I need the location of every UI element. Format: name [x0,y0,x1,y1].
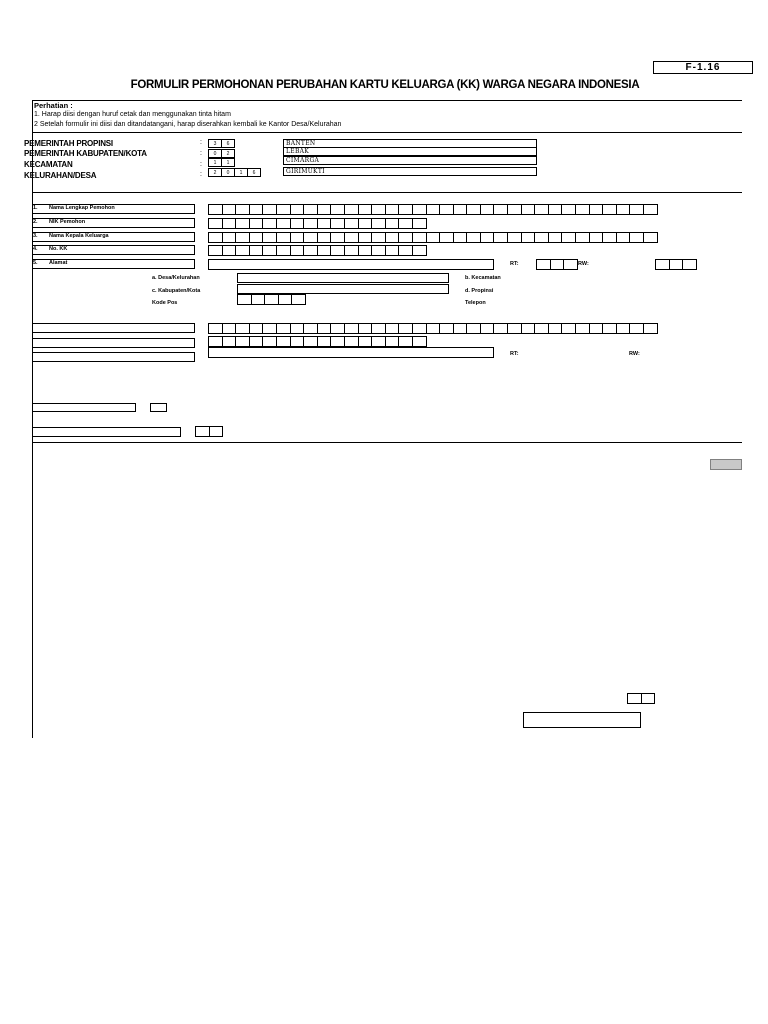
char-cell[interactable] [439,323,454,334]
char-cell[interactable] [536,259,551,270]
signature-box[interactable] [523,712,641,728]
char-cell[interactable] [453,232,468,243]
char-cell[interactable] [627,693,642,704]
char-cell[interactable] [385,204,400,215]
kode-pos-cells[interactable] [237,294,305,305]
char-cell[interactable] [235,336,250,347]
code-digit[interactable]: 1 [221,158,235,167]
char-cell[interactable] [616,204,631,215]
char-cell[interactable] [575,323,590,334]
char-cell[interactable] [550,259,565,270]
char-cell[interactable] [655,259,670,270]
char-cell[interactable] [398,218,413,229]
no-kk-cells[interactable] [208,245,426,256]
kode-pos-label: Kode Pos [152,300,178,306]
char-cell[interactable] [480,232,495,243]
char-cell[interactable] [371,323,386,334]
section2-rw-label: RW: [629,351,640,357]
char-cell[interactable] [643,232,658,243]
char-cell[interactable] [235,232,250,243]
char-cell[interactable] [208,336,223,347]
code-digit[interactable]: 1 [234,168,248,177]
field-num-2: 2. [33,219,38,225]
char-cell[interactable] [466,323,481,334]
field-label-alamat: Alamat [49,260,68,266]
char-cell[interactable] [641,693,656,704]
char-cell[interactable] [262,323,277,334]
region-bottom-line [32,192,742,193]
char-cell[interactable] [371,204,386,215]
section2-label-box-3 [32,352,195,362]
char-cell[interactable] [237,294,252,305]
char-cell[interactable] [616,323,631,334]
char-cell[interactable] [235,204,250,215]
section-bottom-line [32,442,742,443]
char-cell[interactable] [344,323,359,334]
char-cell[interactable] [249,245,264,256]
char-cell[interactable] [426,204,441,215]
char-cell[interactable] [262,245,277,256]
char-cell[interactable] [222,336,237,347]
section2-label-box-1 [32,323,195,333]
section2-cells-2[interactable] [208,336,426,347]
section2-cells-1[interactable] [208,323,657,334]
char-cell[interactable] [521,323,536,334]
char-cell[interactable] [466,232,481,243]
char-cell[interactable] [398,232,413,243]
char-cell[interactable] [344,245,359,256]
telepon-label: Telepon [465,300,486,306]
char-cell[interactable] [589,323,604,334]
char-cell[interactable] [249,218,264,229]
char-cell[interactable] [276,218,291,229]
section2-label-box-2 [32,338,195,348]
field-num-3: 3. [33,233,38,239]
alamat-rw-cells[interactable] [655,259,696,270]
notice-heading: Perhatian : [34,101,73,110]
char-cell[interactable] [412,336,427,347]
char-cell[interactable] [262,232,277,243]
region-label-kelurahan: KELURAHAN/DESA [24,171,97,180]
char-cell[interactable] [222,245,237,256]
code-digit[interactable]: 3 [208,139,222,148]
char-cell[interactable] [480,323,495,334]
form-title: FORMULIR PERMOHONAN PERUBAHAN KARTU KELUARGA (KK) WARGA NEGARA INDONESIA [130,79,640,91]
char-cell[interactable] [290,204,305,215]
section2-address-input[interactable] [208,347,494,358]
char-cell[interactable] [303,218,318,229]
char-cell[interactable] [344,232,359,243]
char-cell[interactable] [291,294,306,305]
char-cell[interactable] [344,218,359,229]
gray-button[interactable] [710,459,742,470]
char-cell[interactable] [330,218,345,229]
field-label-nama-pemohon: Nama Lengkap Pemohon [49,205,115,211]
propinsi-value[interactable]: BANTEN [283,139,537,148]
small-cells-2[interactable] [195,426,222,437]
char-cell[interactable] [602,204,617,215]
char-cell[interactable] [208,232,223,243]
kabupaten-kota-input[interactable] [237,284,449,294]
char-cell[interactable] [222,204,237,215]
form-code: F-1.16 [685,62,721,73]
code-digit[interactable]: 1 [208,158,222,167]
char-cell[interactable] [358,245,373,256]
char-cell[interactable] [358,323,373,334]
char-cell[interactable] [235,218,250,229]
char-cell[interactable] [249,323,264,334]
char-cell[interactable] [534,204,549,215]
small-field-2[interactable] [32,427,181,437]
code-digit[interactable]: 0 [221,168,235,177]
kecamatan-value[interactable]: CIMARGA [283,156,537,165]
region-colon-4: : [200,171,202,178]
alamat-rt-label: RT: [510,261,519,267]
char-cell[interactable] [303,323,318,334]
char-cell[interactable] [276,245,291,256]
char-cell[interactable] [358,232,373,243]
char-cell[interactable] [276,232,291,243]
char-cell[interactable] [548,204,563,215]
small-checkbox-1[interactable] [150,403,167,412]
char-cell[interactable] [534,232,549,243]
char-cell[interactable] [507,323,522,334]
char-cell[interactable] [385,323,400,334]
kelurahan-code[interactable] [208,168,260,177]
char-cell[interactable] [426,323,441,334]
char-cell[interactable] [561,323,576,334]
char-cell[interactable] [534,323,549,334]
char-cell[interactable] [264,294,279,305]
char-cell[interactable] [262,336,277,347]
propinsi-label: d. Propinsi [465,288,494,294]
char-cell[interactable] [493,204,508,215]
char-cell[interactable] [480,204,495,215]
char-cell[interactable] [629,232,644,243]
char-cell[interactable] [371,218,386,229]
region-label-kabupaten: PEMERINTAH KABUPATEN/KOTA [24,149,147,158]
char-cell[interactable] [317,232,332,243]
char-cell[interactable] [330,336,345,347]
char-cell[interactable] [385,218,400,229]
char-cell[interactable] [669,259,684,270]
code-digit[interactable]: 0 [208,149,222,158]
region-label-propinsi: PEMERINTAH PROPINSI [24,139,113,148]
char-cell[interactable] [303,204,318,215]
desa-kelurahan-label: a. Desa/Kelurahan [152,275,200,281]
char-cell[interactable] [222,232,237,243]
char-cell[interactable] [602,323,617,334]
kabupaten-value[interactable]: LEBAK [283,147,537,156]
char-cell[interactable] [398,336,413,347]
char-cell[interactable] [439,232,454,243]
char-cell[interactable] [371,245,386,256]
notice-top-line [32,100,742,101]
char-cell[interactable] [222,218,237,229]
char-cell[interactable] [358,204,373,215]
char-cell[interactable] [453,204,468,215]
char-cell[interactable] [330,232,345,243]
char-cell[interactable] [398,204,413,215]
char-cell[interactable] [276,323,291,334]
region-label-kecamatan: KECAMATAN [24,160,73,169]
char-cell[interactable] [222,323,237,334]
char-cell[interactable] [493,323,508,334]
char-cell[interactable] [208,245,223,256]
char-cell[interactable] [330,204,345,215]
char-cell[interactable] [682,259,697,270]
char-cell[interactable] [398,323,413,334]
char-cell[interactable] [251,294,266,305]
char-cell[interactable] [643,204,658,215]
char-cell[interactable] [385,232,400,243]
char-cell[interactable] [317,245,332,256]
kecamatan-label: b. Kecamatan [465,275,501,281]
alamat-rt-cells[interactable] [536,259,577,270]
char-cell[interactable] [208,323,223,334]
char-cell[interactable] [209,426,224,437]
char-cell[interactable] [276,336,291,347]
char-cell[interactable] [602,232,617,243]
char-cell[interactable] [235,323,250,334]
char-cell[interactable] [561,232,576,243]
char-cell[interactable] [317,218,332,229]
char-cell[interactable] [290,218,305,229]
char-cell[interactable] [303,232,318,243]
char-cell[interactable] [412,232,427,243]
char-cell[interactable] [344,336,359,347]
char-cell[interactable] [507,204,522,215]
alamat-rw-label: RW: [578,261,589,267]
char-cell[interactable] [575,204,590,215]
char-cell[interactable] [235,245,250,256]
field-label-nik-pemohon: NIK Pemohon [49,219,86,225]
char-cell[interactable] [385,245,400,256]
char-cell[interactable] [344,204,359,215]
alamat-input[interactable] [208,259,494,270]
char-cell[interactable] [412,204,427,215]
char-cell[interactable] [563,259,578,270]
char-cell[interactable] [453,323,468,334]
kecamatan-code[interactable] [208,158,234,167]
char-cell[interactable] [371,232,386,243]
char-cell[interactable] [317,336,332,347]
char-cell[interactable] [303,336,318,347]
char-cell[interactable] [290,245,305,256]
field-num-1: 1. [33,205,38,211]
char-cell[interactable] [439,204,454,215]
char-cell[interactable] [629,204,644,215]
char-cell[interactable] [548,323,563,334]
char-cell[interactable] [521,204,536,215]
char-cell[interactable] [290,232,305,243]
field-num-4: 4. [33,246,38,252]
char-cell[interactable] [249,232,264,243]
char-cell[interactable] [195,426,210,437]
char-cell[interactable] [575,232,590,243]
char-cell[interactable] [208,204,223,215]
char-cell[interactable] [371,336,386,347]
char-cell[interactable] [385,336,400,347]
char-cell[interactable] [208,218,223,229]
char-cell[interactable] [303,245,318,256]
char-cell[interactable] [358,336,373,347]
field-label-no-kk: No. KK [49,246,68,252]
code-digit[interactable]: 6 [221,139,235,148]
kepala-keluarga-cells[interactable] [208,232,657,243]
kabupaten-kota-label: c. Kabupaten/Kota [152,288,201,294]
char-cell[interactable] [262,204,277,215]
char-cell[interactable] [249,336,264,347]
region-colon-2: : [200,150,202,157]
nama-pemohon-cells[interactable] [208,204,657,215]
char-cell[interactable] [507,232,522,243]
left-frame-line [32,100,33,738]
char-cell[interactable] [493,232,508,243]
notice-line-1: 1. Harap diisi dengan huruf cetak dan menggunakan tinta hitam [34,111,231,118]
char-cell[interactable] [643,323,658,334]
propinsi-code[interactable] [208,139,234,148]
char-cell[interactable] [330,323,345,334]
kelurahan-value[interactable]: GIRIMUKTI [283,167,537,176]
char-cell[interactable] [561,204,576,215]
char-cell[interactable] [589,232,604,243]
char-cell[interactable] [330,245,345,256]
char-cell[interactable] [548,232,563,243]
notice-bottom-line [32,132,742,133]
char-cell[interactable] [589,204,604,215]
small-field-1[interactable] [32,403,136,412]
char-cell[interactable] [521,232,536,243]
region-colon-3: : [200,161,202,168]
char-cell[interactable] [262,218,277,229]
char-cell[interactable] [290,336,305,347]
char-cell[interactable] [412,323,427,334]
field-num-5: 5. [33,260,38,266]
code-digit[interactable]: 2 [208,168,222,177]
nik-pemohon-cells[interactable] [208,218,426,229]
field-label-kepala-keluarga: Nama Kepala Keluarga [49,233,109,239]
char-cell[interactable] [412,218,427,229]
code-digit[interactable]: 6 [247,168,261,177]
char-cell[interactable] [426,232,441,243]
form-code-box [653,61,753,74]
char-cell[interactable] [317,204,332,215]
char-cell[interactable] [398,245,413,256]
char-cell[interactable] [629,323,644,334]
char-cell[interactable] [412,245,427,256]
char-cell[interactable] [276,204,291,215]
char-cell[interactable] [278,294,293,305]
char-cell[interactable] [358,218,373,229]
code-digit[interactable]: 2 [221,149,235,158]
char-cell[interactable] [290,323,305,334]
char-cell[interactable] [249,204,264,215]
notice-line-2: 2 Setelah formulir ini diisi dan ditandatangani, harap diserahkan kembali ke Kantor Desa/Kelurahan [34,121,342,128]
region-colon-1: : [200,139,202,146]
section2-rt-label: RT: [510,351,519,357]
bottom-cells[interactable] [627,693,654,704]
char-cell[interactable] [466,204,481,215]
kabupaten-code[interactable] [208,149,234,158]
char-cell[interactable] [317,323,332,334]
desa-kelurahan-input[interactable] [237,273,449,283]
char-cell[interactable] [616,232,631,243]
